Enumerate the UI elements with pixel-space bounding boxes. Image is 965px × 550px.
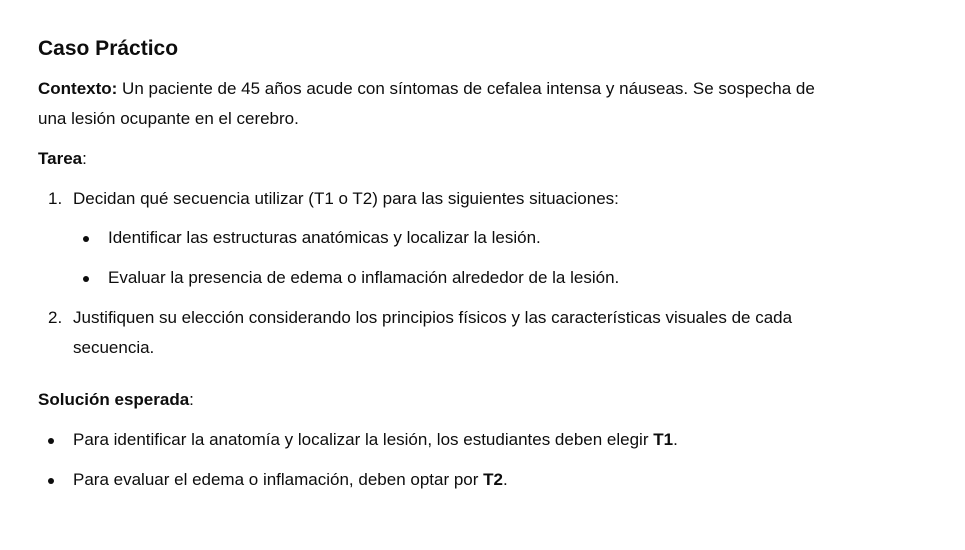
solution-list bbox=[38, 425, 828, 495]
sub-item-text: Identificar las estructuras anatómicas y localizar la lesión. bbox=[108, 228, 541, 247]
task-item-text: Decidan qué secuencia utilizar (T1 o T2) para las siguientes situaciones: bbox=[73, 189, 619, 208]
task-label: Tarea bbox=[38, 149, 83, 168]
solution-text: Para evaluar el edema o inflamación, deben optar por bbox=[73, 470, 484, 489]
task-sub-list bbox=[73, 223, 828, 293]
solution-period: . bbox=[673, 430, 678, 449]
context-paragraph bbox=[38, 74, 828, 134]
sub-list-item bbox=[73, 263, 828, 293]
task-item-text: Justifiquen su elección considerando los principios físicos y las características visuales de cada secuencia. bbox=[73, 308, 793, 357]
task-colon: : bbox=[82, 149, 87, 168]
task-item-1 bbox=[38, 184, 828, 293]
solution-period: . bbox=[503, 470, 508, 489]
context-label: Contexto: bbox=[38, 79, 118, 98]
solution-item bbox=[38, 465, 828, 495]
sub-item-text: Evaluar la presencia de edema o inflamación alrededor de la lesión. bbox=[108, 268, 620, 287]
document-body bbox=[38, 32, 828, 505]
list-number: 2. bbox=[48, 308, 63, 327]
solution-text: Para identificar la anatomía y localizar la lesión, los estudiantes deben elegir bbox=[73, 430, 654, 449]
bullet-icon bbox=[48, 438, 54, 444]
bullet-icon bbox=[83, 276, 89, 282]
solution-heading bbox=[38, 385, 828, 415]
bullet-icon bbox=[83, 236, 89, 242]
bullet-icon bbox=[48, 478, 54, 484]
sub-list-item bbox=[73, 223, 828, 253]
context-text: Un paciente de 45 años acude con síntomas de cefalea intensa y náuseas. Se sospecha de una lesión ocupante en el cerebro. bbox=[38, 79, 815, 128]
solution-answer: T2 bbox=[483, 470, 503, 489]
solution-answer: T1 bbox=[653, 430, 674, 449]
task-heading bbox=[38, 144, 828, 174]
solution-item bbox=[38, 425, 828, 455]
solution-label: Solución esperada bbox=[38, 390, 190, 409]
solution-colon: : bbox=[189, 390, 194, 409]
section-title: Caso Práctico bbox=[38, 37, 179, 60]
task-item-2 bbox=[38, 303, 828, 363]
task-list bbox=[38, 184, 828, 363]
list-number: 1. bbox=[48, 189, 63, 208]
